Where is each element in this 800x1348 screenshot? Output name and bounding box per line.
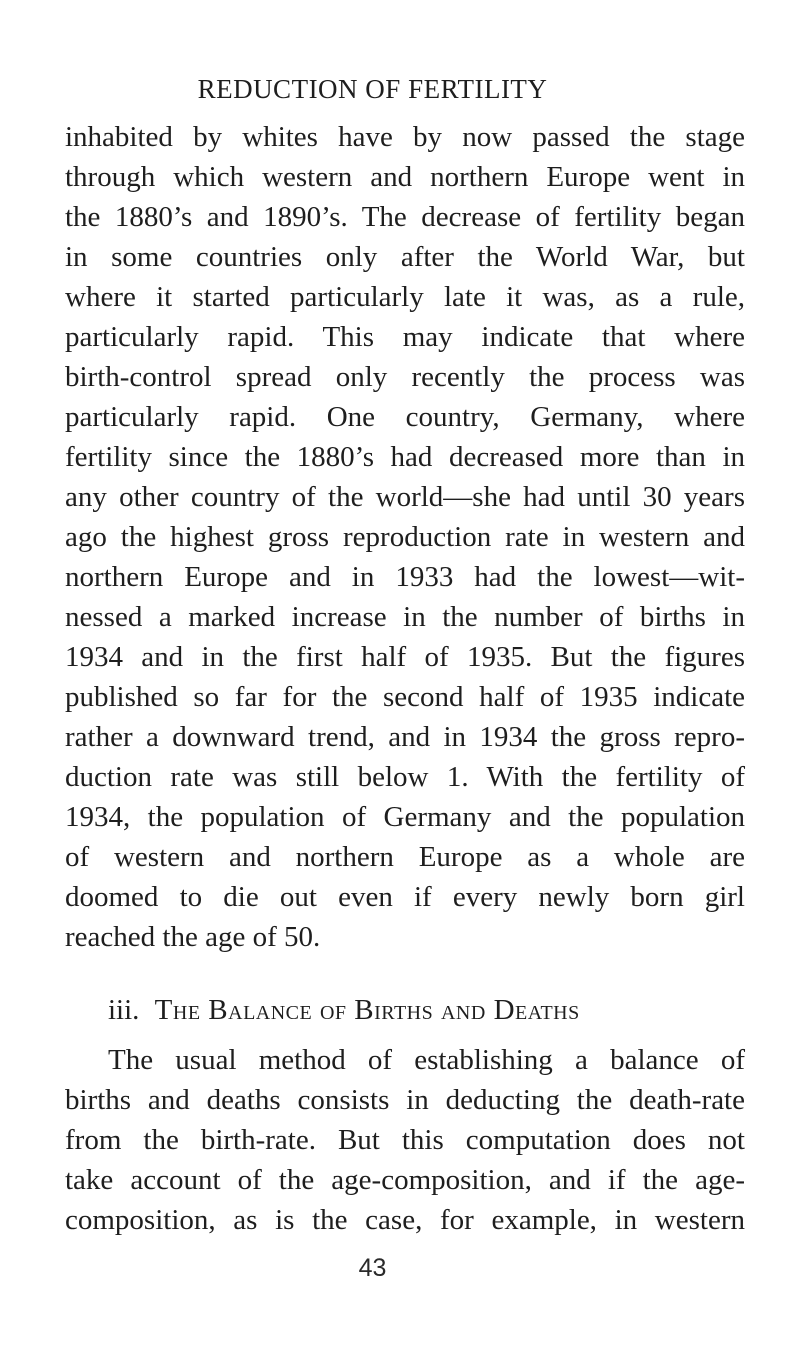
text-line: rather a downward trend, and in 1934 the gross repro- [65,721,745,753]
text-line: doomed to die out even if every newly born girl [65,881,745,913]
text-line: any other country of the world—she had until 30 years [65,481,745,513]
text-line: take account of the age-composition, and if the age- [65,1164,745,1196]
section-number: iii. [108,994,140,1026]
page-number: 43 [358,1254,387,1282]
text-line: particularly rapid. This may indicate that where [65,321,745,353]
section-heading [108,990,580,1030]
section-title: The Balance of Births and Deaths [154,994,580,1026]
text-line: birth-control spread only recently the process was [65,361,745,393]
text-line: The usual method of establishing a balance of [108,1044,745,1076]
text-line: from the birth-rate. But this computation does not [65,1124,745,1156]
text-line: fertility since the 1880’s had decreased more than in [65,441,745,473]
text-line: where it started particularly late it was, as a rule, [65,281,745,313]
text-line: the 1880’s and 1890’s. The decrease of fertility began [65,201,745,233]
text-line: nessed a marked increase in the number of births in [65,601,745,633]
text-line: inhabited by whites have by now passed the stage [65,121,745,153]
text-line: 1934, the population of Germany and the population [65,801,745,833]
text-line: duction rate was still below 1. With the fertility of [65,761,745,793]
text-line: northern Europe and in 1933 had the lowest—wit- [65,561,745,593]
running-head: REDUCTION OF FERTILITY [197,74,548,104]
text-line: of western and northern Europe as a whole are [65,841,745,873]
text-line: ago the highest gross reproduction rate in western and [65,521,745,553]
text-line: published so far for the second half of 1935 indicate [65,681,745,713]
text-line: births and deaths consists in deducting the death-rate [65,1084,745,1116]
text-line: composition, as is the case, for example, in western [65,1204,745,1236]
text-line: through which western and northern Europe went in [65,161,745,193]
text-line: in some countries only after the World War, but [65,241,745,273]
text-line: reached the age of 50. [65,921,321,953]
text-line: particularly rapid. One country, Germany, where [65,401,745,433]
text-line: 1934 and in the first half of 1935. But the figures [65,641,745,673]
